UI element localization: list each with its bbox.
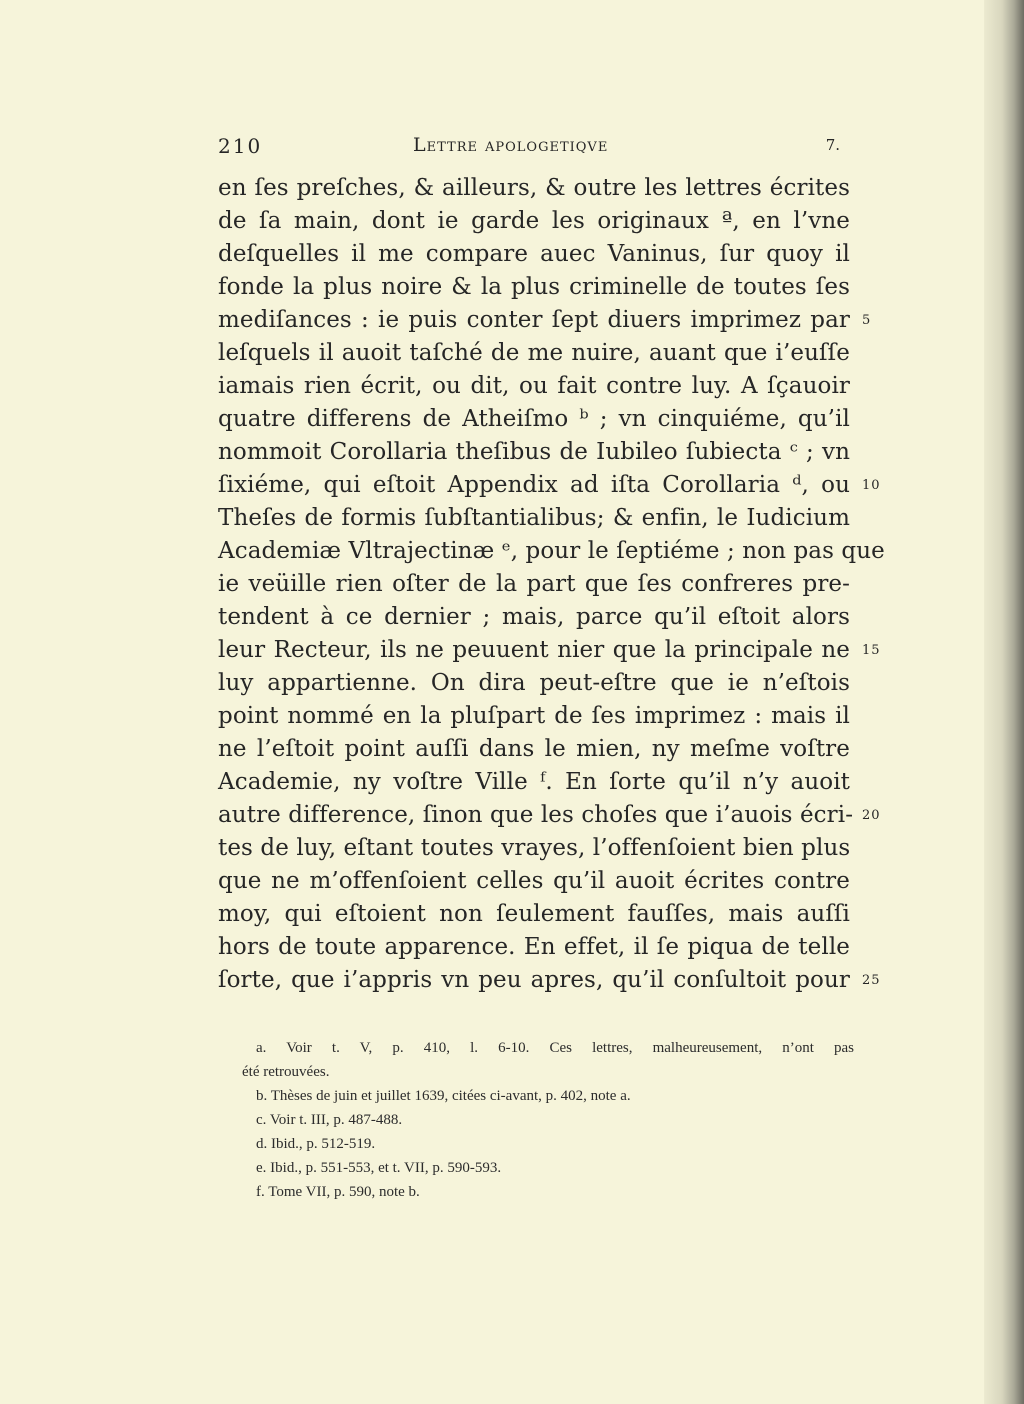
line-number-25: 25 (862, 973, 881, 988)
footnote-b: b. Thèses de juin et juillet 1639, citées ci-avant, p. 402, note a. (256, 1088, 631, 1104)
text-line: deſquelles il me compare auec Vaninus, ſur quoy il (218, 241, 850, 267)
footnote-a: a. Voir t. V, p. 410, l. 6-10. Ces lettres, malheureusement, n’ont pas (256, 1040, 854, 1056)
footnotes (244, 1036, 854, 1204)
chapter-mark: 7. (825, 136, 840, 154)
text-line: tendent à ce dernier ; mais, parce qu’il eſtoit alors (218, 604, 850, 630)
text-line: ie veüille rien oſter de la part que ſes confreres pre- (218, 571, 850, 597)
text-line: leur Recteur, ils ne peuuent nier que la principale ne (218, 637, 850, 663)
footnote-d: d. Ibid., p. 512-519. (256, 1136, 376, 1152)
text-line: autre difference, ſinon que les choſes que i’auois écri- (218, 802, 854, 828)
text-line: tes de luy, eſtant toutes vrayes, l’offenſoient bien plus (218, 835, 851, 861)
footnote-e: e. Ibid., p. 551-553, et t. VII, p. 590-593. (256, 1160, 502, 1176)
text-line: Academie, ny voſtre Ville ᶠ. En ſorte qu’il n’y auoit (218, 769, 850, 795)
line-number-20: 20 (862, 808, 881, 823)
text-line: hors de toute apparence. En effet, il ſe piqua de telle (218, 934, 850, 960)
text-line: fonde la plus noire & la plus criminelle de toutes ſes (218, 274, 850, 300)
footnote-f: f. Tome VII, p. 590, note b. (256, 1184, 420, 1200)
line-number-15: 15 (862, 643, 881, 658)
footnote-c: c. Voir t. III, p. 487-488. (256, 1112, 403, 1128)
running-head (218, 134, 840, 160)
text-line: ne l’eſtoit point auſſi dans le mien, ny meſme voſtre (218, 736, 850, 762)
text-line: Theſes de formis ſubſtantialibus; & enfin, le Iudicium (218, 505, 850, 531)
text-line: Academiæ Vltrajectinæ ᵉ, pour le ſeptiéme ; non pas que (218, 538, 885, 564)
text-line: mediſances : ie puis conter ſept diuers imprimez par (218, 307, 850, 333)
footnote-a-continued: été retrouvées. (242, 1064, 330, 1080)
text-line: ſixiéme, qui eſtoit Appendix ad iſta Corollaria ᵈ, ou (218, 472, 850, 498)
text-line: leſquels il auoit taſché de me nuire, auant que i’euſſe (218, 340, 850, 366)
line-number-5: 5 (862, 313, 872, 328)
running-title: Lettre apologetiqve (413, 134, 609, 156)
text-line: luy appartienne. On dira peut-eſtre que ie n’eſtois (218, 670, 850, 696)
line-number-10: 10 (862, 478, 881, 493)
text-line: iamais rien écrit, ou dit, ou fait contre luy. A ſçauoir (218, 373, 850, 399)
book-spine-shadow (984, 0, 1024, 1404)
text-line: moy, qui eſtoient non ſeulement fauſſes, mais auſſi (218, 901, 850, 927)
text-line: nommoit Corollaria theſibus de Iubileo ſubiecta ᶜ ; vn (218, 439, 850, 465)
text-line: point nommé en la pluſpart de ſes imprimez : mais il (218, 703, 850, 729)
text-line: que ne m’offenſoient celles qu’il auoit écrites contre (218, 868, 850, 894)
text-line: en ſes preſches, & ailleurs, & outre les lettres écrites (218, 175, 850, 201)
text-line: quatre differens de Atheiſmo ᵇ ; vn cinquiéme, qu’il (218, 406, 850, 432)
page-number: 210 (218, 134, 263, 158)
text-line: de ſa main, dont ie garde les originaux ª, en l’vne (218, 208, 850, 234)
text-line: ſorte, que i’appris vn peu apres, qu’il conſultoit pour (218, 967, 850, 993)
